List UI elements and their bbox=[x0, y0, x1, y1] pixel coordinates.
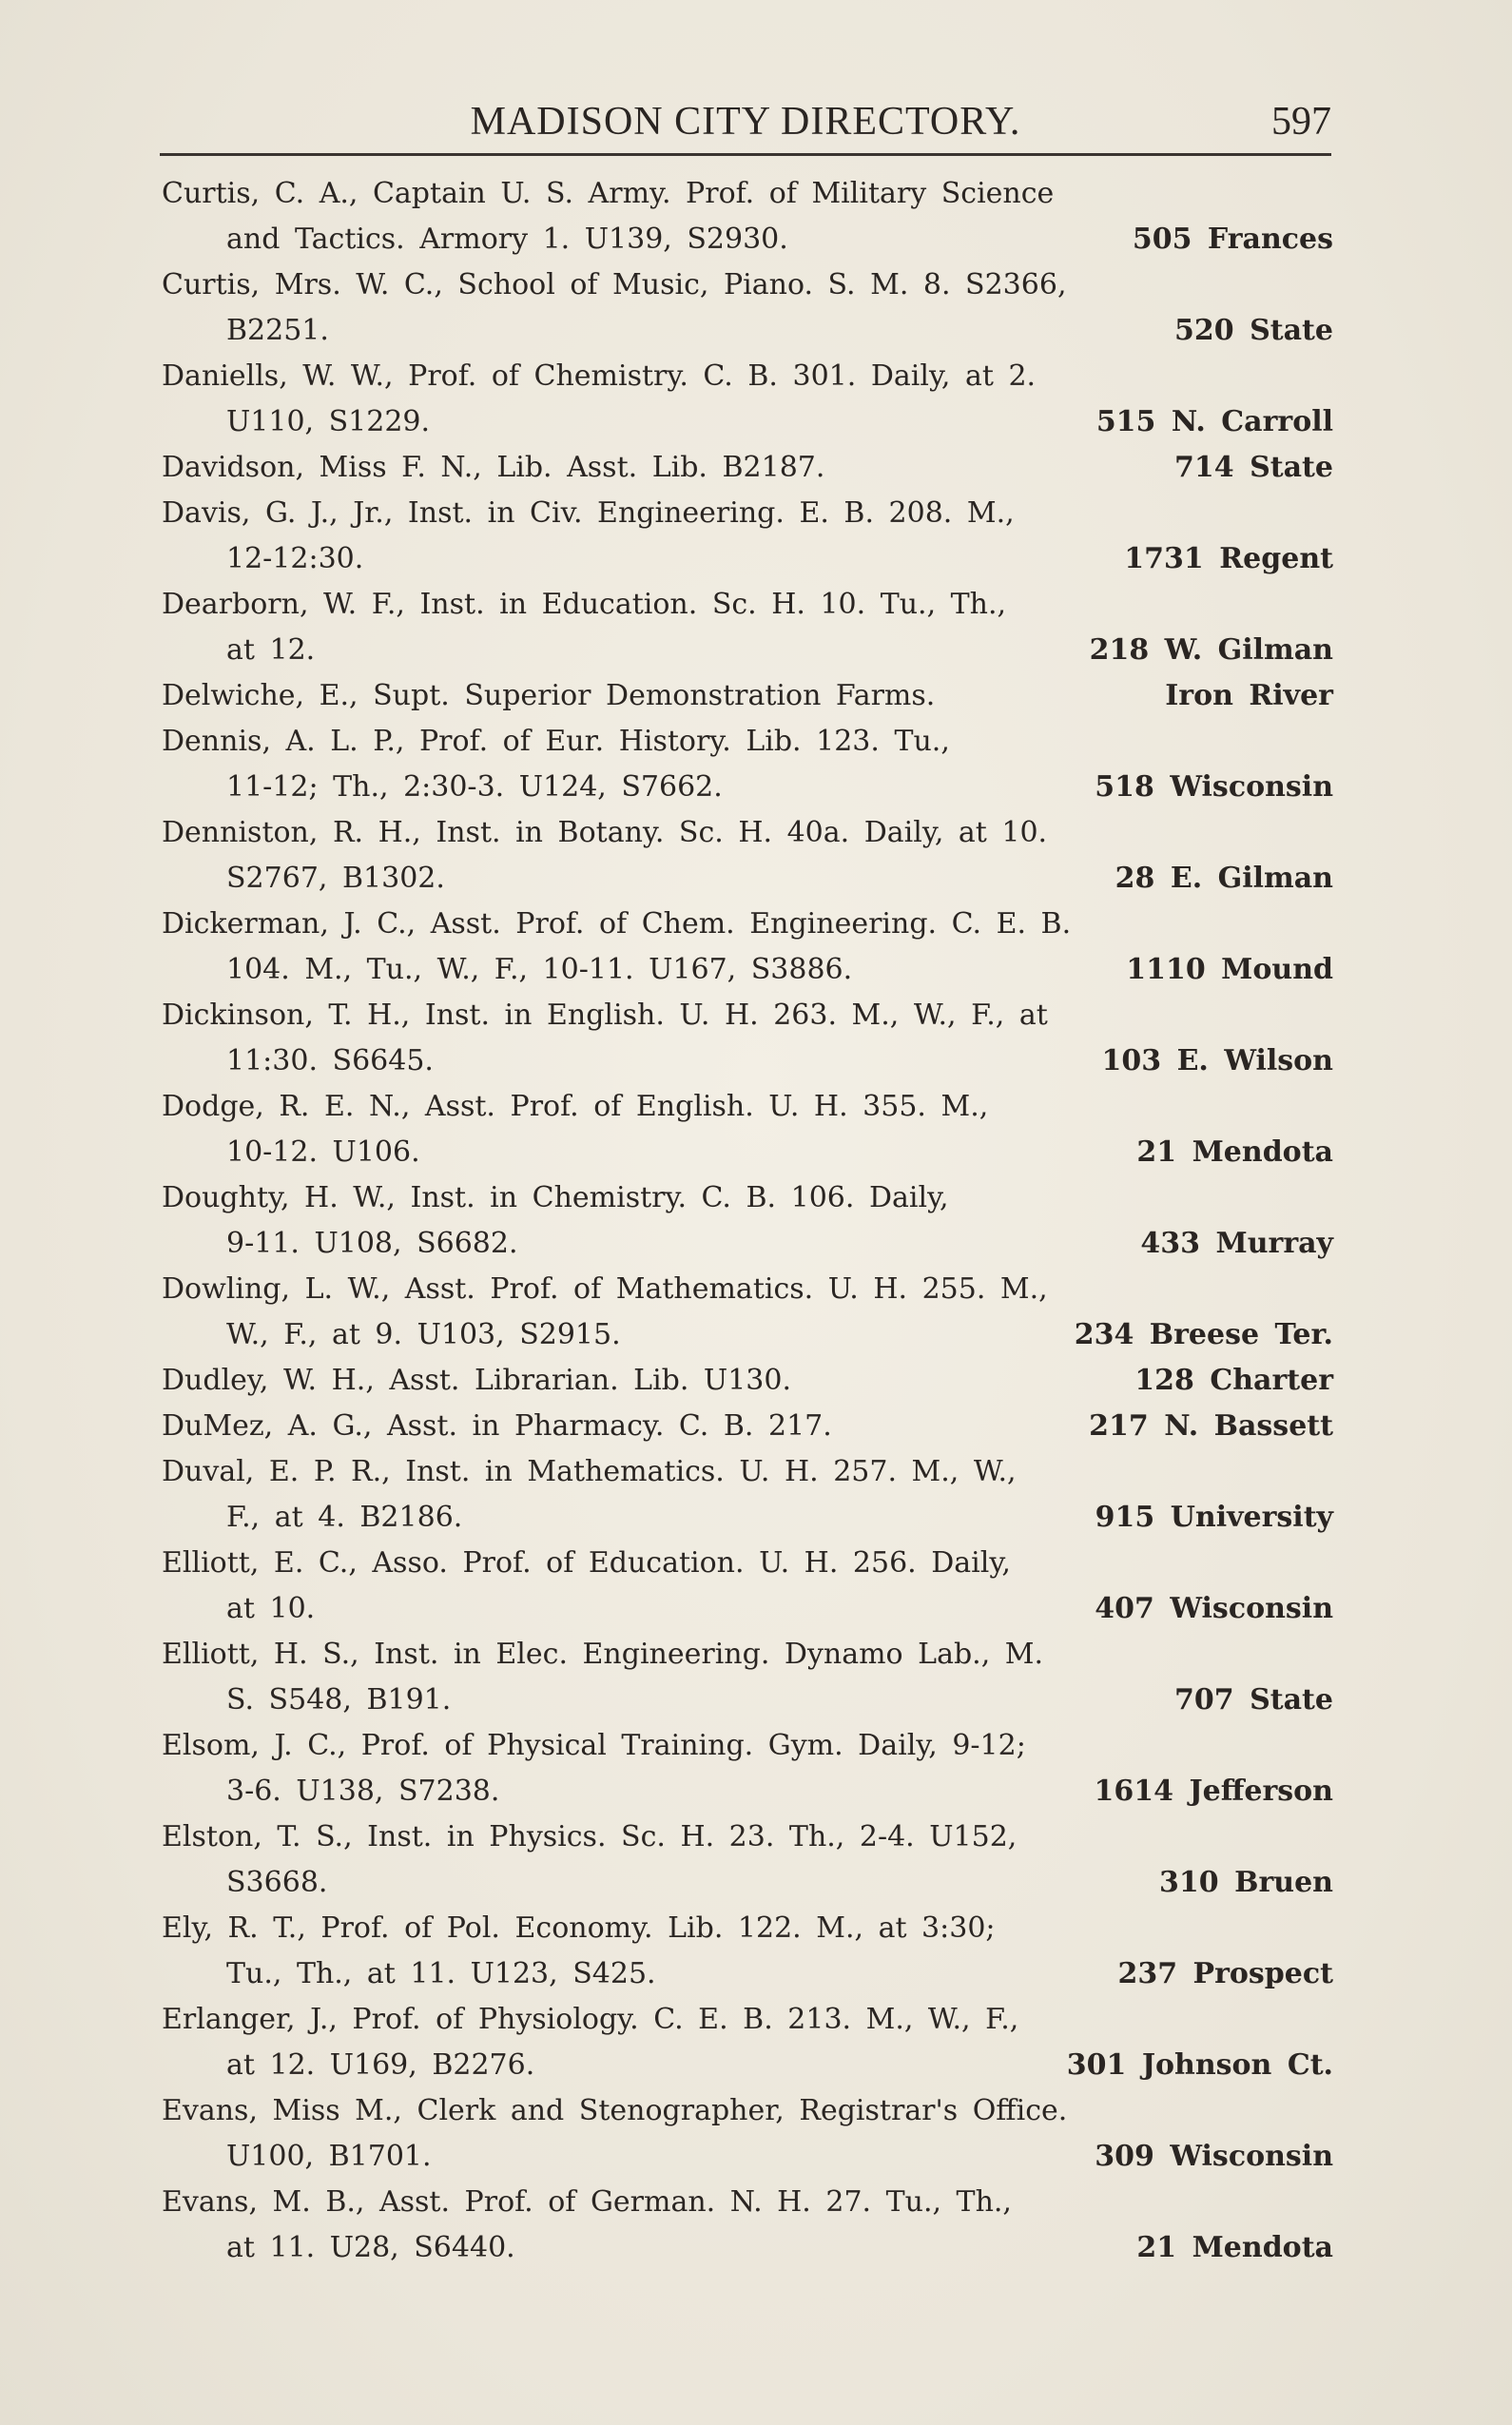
entry-details: S. S548, B191. bbox=[226, 1683, 452, 1717]
directory-entry bbox=[162, 673, 1333, 719]
entry-line-1 bbox=[162, 1175, 1333, 1221]
entry-name-title: Davidson, Miss F. N., Lib. Asst. Lib. B2187. bbox=[162, 451, 825, 484]
directory-entry bbox=[162, 1997, 1333, 2088]
entry-line-1 bbox=[162, 719, 1333, 765]
entry-name-title: Dickinson, T. H., Inst. in English. U. H. 263. M., W., F., at bbox=[162, 999, 1048, 1032]
entry-line-2 bbox=[162, 1951, 1333, 1997]
entry-address: 310 Bruen bbox=[1159, 1866, 1333, 1899]
entry-details: S2767, B1302. bbox=[226, 862, 445, 895]
entry-line-2 bbox=[162, 628, 1333, 673]
entry-line-1 bbox=[162, 1906, 1333, 1951]
entry-name-title: Evans, Miss M., Clerk and Stenographer, Registrar's Office. bbox=[162, 2094, 1068, 2127]
entry-details: at 12. bbox=[226, 633, 316, 667]
entry-name-title: Denniston, R. H., Inst. in Botany. Sc. H. 40a. Daily, at 10. bbox=[162, 816, 1048, 849]
entry-line-1 bbox=[162, 445, 1333, 491]
directory-entry bbox=[162, 171, 1333, 262]
entry-address: 234 Breese Ter. bbox=[1074, 1318, 1333, 1351]
entry-details: and Tactics. Armory 1. U139, S2930. bbox=[226, 223, 788, 256]
directory-entry bbox=[162, 993, 1333, 1084]
entry-line-1 bbox=[162, 1449, 1333, 1495]
entry-line-2 bbox=[162, 1769, 1333, 1814]
entry-name-title: Curtis, C. A., Captain U. S. Army. Prof. of Military Science bbox=[162, 177, 1055, 210]
entry-address: 301 Johnson Ct. bbox=[1066, 2048, 1333, 2082]
entry-line-1 bbox=[162, 2088, 1333, 2134]
entry-name-title: DuMez, A. G., Asst. in Pharmacy. C. B. 217. bbox=[162, 1409, 832, 1443]
entry-address: 218 W. Gilman bbox=[1089, 633, 1333, 667]
entry-line-1 bbox=[162, 491, 1333, 536]
entry-name-title: Doughty, H. W., Inst. in Chemistry. C. B. 106. Daily, bbox=[162, 1181, 949, 1214]
entry-details: 104. M., Tu., W., F., 10-11. U167, S3886. bbox=[226, 953, 853, 986]
entry-address: 714 State bbox=[1174, 451, 1333, 484]
entry-line-1 bbox=[162, 673, 1333, 719]
directory-entry bbox=[162, 1267, 1333, 1358]
directory-entry bbox=[162, 582, 1333, 673]
entry-name-title: Elston, T. S., Inst. in Physics. Sc. H. 23. Th., 2-4. U152, bbox=[162, 1820, 1018, 1853]
entry-address: 515 N. Carroll bbox=[1095, 405, 1333, 438]
entry-address: 505 Frances bbox=[1132, 223, 1333, 256]
entry-name-title: Evans, M. B., Asst. Prof. of German. N. H. 27. Tu., Th., bbox=[162, 2185, 1012, 2219]
directory-entry bbox=[162, 1084, 1333, 1175]
directory-entry bbox=[162, 262, 1333, 354]
entry-name-title: Ely, R. T., Prof. of Pol. Economy. Lib. 122. M., at 3:30; bbox=[162, 1911, 996, 1945]
entry-address: 707 State bbox=[1174, 1683, 1333, 1717]
entry-line-2 bbox=[162, 536, 1333, 582]
entry-name-title: Dudley, W. H., Asst. Librarian. Lib. U130. bbox=[162, 1364, 792, 1397]
entry-line-1 bbox=[162, 582, 1333, 628]
directory-entry bbox=[162, 1449, 1333, 1541]
entry-name-title: Dodge, R. E. N., Asst. Prof. of English. U. H. 355. M., bbox=[162, 1090, 989, 1123]
entry-name-title: Daniells, W. W., Prof. of Chemistry. C. B. 301. Daily, at 2. bbox=[162, 359, 1037, 393]
entry-details: 3-6. U138, S7238. bbox=[226, 1775, 500, 1808]
entry-line-1 bbox=[162, 1267, 1333, 1312]
directory-entry bbox=[162, 491, 1333, 582]
entry-name-title: Dickerman, J. C., Asst. Prof. of Chem. Engineering. C. E. B. bbox=[162, 907, 1072, 941]
entry-line-1 bbox=[162, 1541, 1333, 1586]
entry-name-title: Erlanger, J., Prof. of Physiology. C. E. B. 213. M., W., F., bbox=[162, 2003, 1019, 2036]
directory-entry bbox=[162, 1632, 1333, 1723]
entry-details: 11-12; Th., 2:30-3. U124, S7662. bbox=[226, 770, 723, 804]
entry-address: 915 University bbox=[1095, 1501, 1333, 1534]
entry-details: at 11. U28, S6440. bbox=[226, 2231, 515, 2264]
directory-entry bbox=[162, 354, 1333, 445]
entry-address: 518 Wisconsin bbox=[1095, 770, 1333, 804]
entry-line-2 bbox=[162, 1860, 1333, 1906]
entry-line-1 bbox=[162, 2180, 1333, 2225]
entry-name-title: Duval, E. P. R., Inst. in Mathematics. U. H. 257. M., W., bbox=[162, 1455, 1017, 1488]
directory-entry bbox=[162, 1358, 1333, 1404]
entry-details: at 12. U169, B2276. bbox=[226, 2048, 535, 2082]
entry-line-2 bbox=[162, 947, 1333, 993]
entry-details: Tu., Th., at 11. U123, S425. bbox=[226, 1957, 656, 1990]
entry-address: 21 Mendota bbox=[1136, 1135, 1333, 1169]
entry-name-title: Delwiche, E., Supt. Superior Demonstration Farms. bbox=[162, 679, 936, 712]
entry-line-2 bbox=[162, 1221, 1333, 1267]
entry-line-1 bbox=[162, 810, 1333, 856]
entry-details: F., at 4. B2186. bbox=[226, 1501, 463, 1534]
entry-details: U110, S1229. bbox=[226, 405, 431, 438]
entry-address: 309 Wisconsin bbox=[1095, 2140, 1333, 2173]
entry-line-1 bbox=[162, 993, 1333, 1038]
entry-line-1 bbox=[162, 1358, 1333, 1404]
directory-entry bbox=[162, 1175, 1333, 1267]
entry-address: 520 State bbox=[1174, 314, 1333, 347]
entry-line-1 bbox=[162, 171, 1333, 217]
entry-details: at 10. bbox=[226, 1592, 316, 1625]
directory-entry bbox=[162, 1541, 1333, 1632]
entry-line-1 bbox=[162, 902, 1333, 947]
entry-address: Iron River bbox=[1165, 679, 1333, 712]
entry-details: 9-11. U108, S6682. bbox=[226, 1227, 518, 1260]
entry-address: 1110 Mound bbox=[1126, 953, 1333, 986]
directory-entry bbox=[162, 2180, 1333, 2271]
entry-line-2 bbox=[162, 1312, 1333, 1358]
directory-entry bbox=[162, 1906, 1333, 1997]
entry-line-1 bbox=[162, 1814, 1333, 1860]
entry-address: 28 E. Gilman bbox=[1115, 862, 1333, 895]
entry-line-2 bbox=[162, 1678, 1333, 1723]
entry-details: W., F., at 9. U103, S2915. bbox=[226, 1318, 621, 1351]
entry-name-title: Elliott, H. S., Inst. in Elec. Engineering. Dynamo Lab., M. bbox=[162, 1638, 1044, 1671]
entry-name-title: Davis, G. J., Jr., Inst. in Civ. Engineering. E. B. 208. M., bbox=[162, 496, 1015, 530]
entry-address: 407 Wisconsin bbox=[1095, 1592, 1333, 1625]
directory-entries bbox=[162, 171, 1333, 2271]
directory-entry bbox=[162, 445, 1333, 491]
entry-address: 217 N. Bassett bbox=[1089, 1409, 1333, 1443]
entry-line-2 bbox=[162, 1495, 1333, 1541]
entry-line-2 bbox=[162, 217, 1333, 262]
directory-entry bbox=[162, 719, 1333, 810]
page-title: MADISON CITY DIRECTORY. bbox=[470, 100, 1021, 144]
directory-entry bbox=[162, 1814, 1333, 1906]
entry-address: 237 Prospect bbox=[1117, 1957, 1333, 1990]
entry-name-title: Elsom, J. C., Prof. of Physical Training. Gym. Daily, 9-12; bbox=[162, 1729, 1026, 1762]
entry-line-1 bbox=[162, 1997, 1333, 2043]
entry-line-2 bbox=[162, 1130, 1333, 1175]
header-rule bbox=[160, 153, 1331, 156]
entry-line-2 bbox=[162, 765, 1333, 810]
entry-line-1 bbox=[162, 1404, 1333, 1449]
entry-line-2 bbox=[162, 2225, 1333, 2271]
entry-address: 1731 Regent bbox=[1124, 542, 1333, 575]
entry-name-title: Dearborn, W. F., Inst. in Education. Sc. H. 10. Tu., Th., bbox=[162, 588, 1007, 621]
entry-details: 11:30. S6645. bbox=[226, 1044, 434, 1077]
entry-line-1 bbox=[162, 1632, 1333, 1678]
entry-line-1 bbox=[162, 1084, 1333, 1130]
entry-line-2 bbox=[162, 1586, 1333, 1632]
entry-line-1 bbox=[162, 262, 1333, 308]
directory-entry bbox=[162, 2088, 1333, 2180]
entry-line-2 bbox=[162, 399, 1333, 445]
entry-line-1 bbox=[162, 354, 1333, 399]
entry-line-1 bbox=[162, 1723, 1333, 1769]
page-number: 597 bbox=[1271, 100, 1331, 144]
entry-name-title: Dennis, A. L. P., Prof. of Eur. History. Lib. 123. Tu., bbox=[162, 725, 950, 758]
entry-details: S3668. bbox=[226, 1866, 328, 1899]
entry-details: 12-12:30. bbox=[226, 542, 364, 575]
entry-address: 1614 Jefferson bbox=[1094, 1775, 1333, 1808]
entry-line-2 bbox=[162, 2134, 1333, 2180]
page-header bbox=[160, 91, 1331, 152]
entry-address: 433 Murray bbox=[1140, 1227, 1333, 1260]
entry-details: 10-12. U106. bbox=[226, 1135, 420, 1169]
entry-details: U100, B1701. bbox=[226, 2140, 432, 2173]
directory-entry bbox=[162, 1723, 1333, 1814]
entry-details: B2251. bbox=[226, 314, 329, 347]
directory-entry bbox=[162, 1404, 1333, 1449]
entry-address: 128 Charter bbox=[1134, 1364, 1333, 1397]
directory-entry bbox=[162, 902, 1333, 993]
entry-line-2 bbox=[162, 856, 1333, 902]
entry-name-title: Curtis, Mrs. W. C., School of Music, Piano. S. M. 8. S2366, bbox=[162, 268, 1067, 301]
entry-line-2 bbox=[162, 2043, 1333, 2088]
entry-line-2 bbox=[162, 1038, 1333, 1084]
directory-entry bbox=[162, 810, 1333, 902]
entry-name-title: Elliott, E. C., Asso. Prof. of Education. U. H. 256. Daily, bbox=[162, 1546, 1011, 1580]
entry-address: 21 Mendota bbox=[1136, 2231, 1333, 2264]
entry-name-title: Dowling, L. W., Asst. Prof. of Mathematics. U. H. 255. M., bbox=[162, 1272, 1048, 1306]
entry-address: 103 E. Wilson bbox=[1101, 1044, 1333, 1077]
entry-line-2 bbox=[162, 308, 1333, 354]
